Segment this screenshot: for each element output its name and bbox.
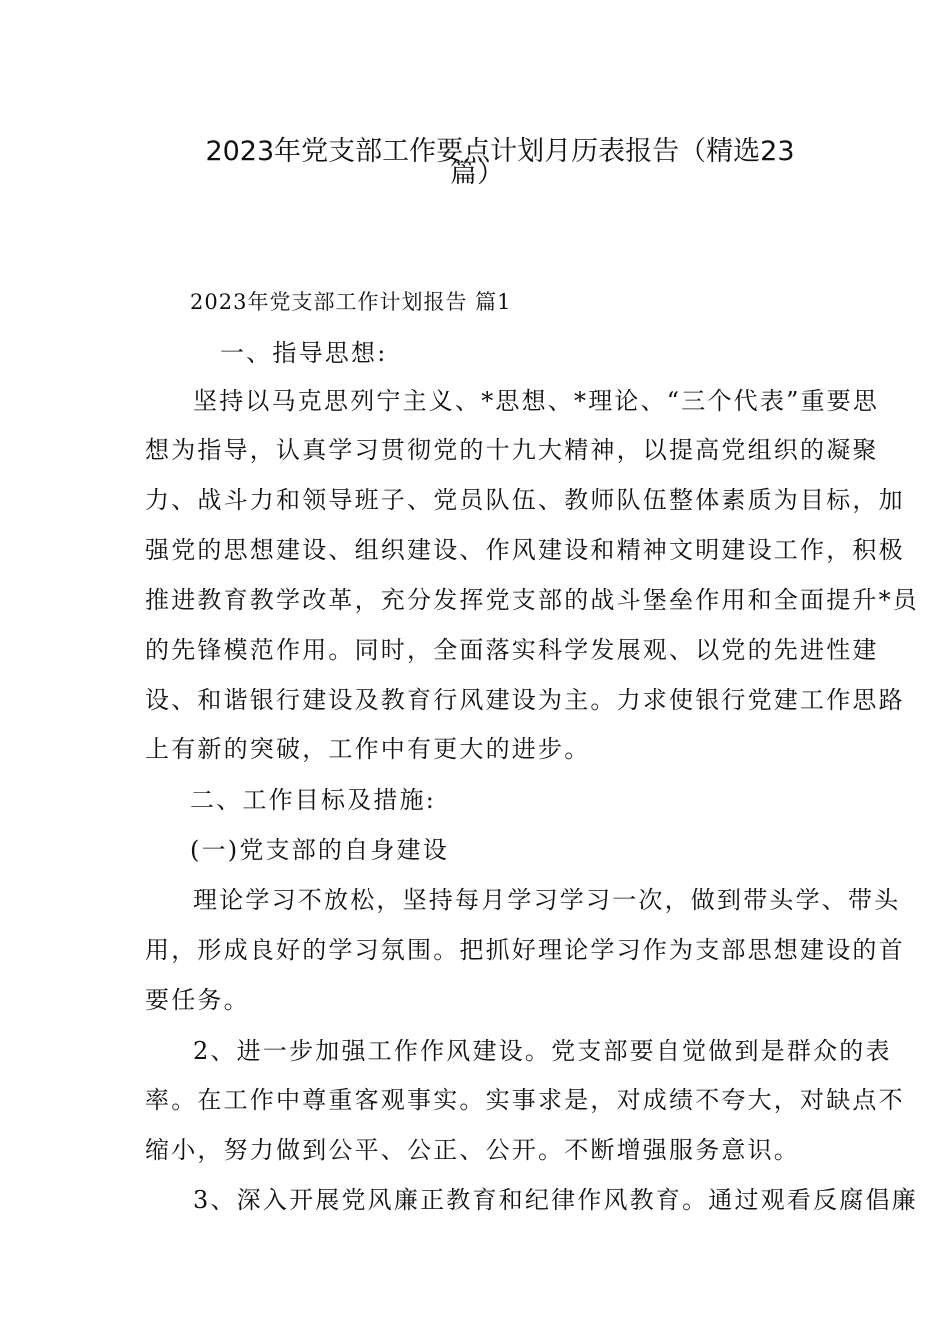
para1-line2: 想为指导，认真学习贯彻党的十九大精神，以提高党组织的凝聚 [145,436,879,464]
section-subtitle: 2023年党支部工作计划报告 篇1 [190,290,512,314]
para3-line3: 缩小，努力做到公平、公正、公开。不断增强服务意识。 [145,1136,800,1164]
para1-line1: 坚持以马克思列宁主义、*思想、*理论、“三个代表”重要思 [193,387,880,415]
document-title-line2-text: 篇） [450,158,504,189]
para1-line4: 强党的思想建设、组织建设、作风建设和精神文明建设工作，积极 [145,536,905,564]
para1-line7: 设、和谐银行建设及教育行风建设为主。力求使银行党建工作思路 [145,686,905,714]
document-title-line1: 2023年党支部工作要点计划月历表报告（精选23 [205,136,795,167]
para1-line6: 的先锋模范作用。同时，全面落实科学发展观、以党的先进性建 [145,636,879,664]
heading-goals-measures: 二、工作目标及措施: [190,786,437,814]
para3-line1: 2、进一步加强工作作风建设。党支部要自觉做到是群众的表 [193,1037,892,1065]
para1-line8: 上有新的突破，工作中有更大的进步。 [145,735,591,763]
para1-line3: 力、战斗力和领导班子、党员队伍、教师队伍整体素质为目标，加 [145,486,905,514]
para2-line2: 用，形成良好的学习氛围。把抓好理论学习作为支部思想建设的首 [145,936,905,964]
heading-branch-self-building: (一)党支部的自身建设 [190,836,449,864]
para4-line1: 3、深入开展党风廉正教育和纪律作风教育。通过观看反腐倡廉 [193,1186,918,1214]
para2-line1: 理论学习不放松，坚持每月学习学习一次，做到带头学、带头 [193,886,901,914]
para3-line2: 率。在工作中尊重客观事实。实事求是，对成绩不夸大，对缺点不 [145,1086,905,1114]
para1-line5: 推进教育教学改革，充分发挥党支部的战斗堡垒作用和全面提升*员 [145,586,919,614]
para2-line3: 要任务。 [145,986,250,1014]
heading-guiding-ideology: 一、指导思想: [220,339,388,367]
